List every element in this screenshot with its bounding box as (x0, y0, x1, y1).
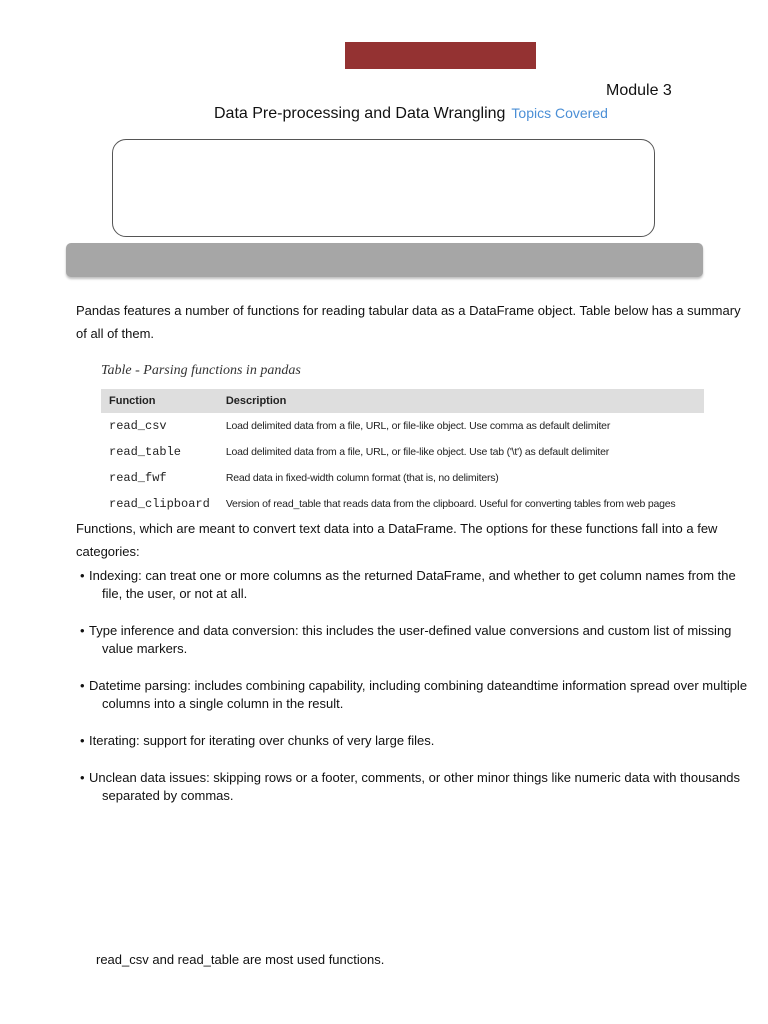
list-item-text: Indexing: can treat one or more columns as the returned DataFrame, and whether to get column names from the file, the user, or not at all. (89, 568, 736, 601)
list-item-text: Datetime parsing: includes combining capability, including combining dateandtime information spread over multiple columns into a single column in the result. (89, 678, 748, 711)
function-cell: read_csv (109, 419, 167, 433)
table-row (101, 465, 704, 491)
list-item (80, 677, 750, 713)
function-cell: read_fwf (109, 471, 167, 485)
bullet-icon: • (80, 770, 85, 785)
table-caption: Table - Parsing functions in pandas (101, 363, 301, 378)
parsing-functions-table (101, 389, 704, 517)
table-row (101, 439, 704, 465)
table-header-row (101, 389, 704, 413)
header-banner (345, 42, 536, 69)
topics-box (112, 139, 655, 237)
footer-note: read_csv and read_table are most used functions. (96, 952, 385, 967)
page-title-line (214, 105, 608, 123)
list-item-text: Type inference and data conversion: this includes the user-defined value conversions and custom list of missing value markers. (89, 623, 732, 656)
table-header-description: Description (218, 389, 704, 413)
options-bullet-list (80, 567, 750, 824)
table-header-function: Function (101, 389, 218, 413)
functions-intro-paragraph: Functions, which are meant to convert text data into a DataFrame. The options for these functions fall into a few categories: (76, 521, 718, 559)
function-cell: read_clipboard (109, 497, 210, 511)
table-row (101, 491, 704, 517)
page-title: Data Pre-processing and Data Wrangling (214, 105, 506, 122)
list-item (80, 567, 750, 603)
list-item (80, 732, 750, 750)
bullet-icon: • (80, 678, 85, 693)
bullet-icon: • (80, 733, 85, 748)
list-item-text: Iterating: support for iterating over chunks of very large files. (89, 733, 435, 748)
topics-covered-label: Topics Covered (511, 105, 608, 121)
list-item-text: Unclean data issues: skipping rows or a footer, comments, or other minor things like numeric data with thousands separated by commas. (89, 770, 741, 803)
bullet-icon: • (80, 623, 85, 638)
description-cell: Load delimited data from a file, URL, or file-like object. Use tab ('\t') as default delimiter (225, 446, 610, 458)
description-cell: Version of read_table that reads data from the clipboard. Useful for converting tables from web pages (225, 498, 676, 510)
module-label: Module 3 (606, 82, 672, 99)
table-row (101, 413, 704, 439)
list-item (80, 622, 750, 658)
description-cell: Read data in fixed-width column format (that is, no delimiters) (225, 472, 499, 484)
section-bar (66, 243, 703, 277)
intro-paragraph: Pandas features a number of functions for reading tabular data as a DataFrame object. Table below has a summary of all of them. (76, 303, 741, 341)
list-item (80, 769, 750, 805)
function-cell: read_table (109, 445, 182, 459)
bullet-icon: • (80, 568, 85, 583)
description-cell: Load delimited data from a file, URL, or file-like object. Use comma as default delimiter (225, 420, 611, 432)
